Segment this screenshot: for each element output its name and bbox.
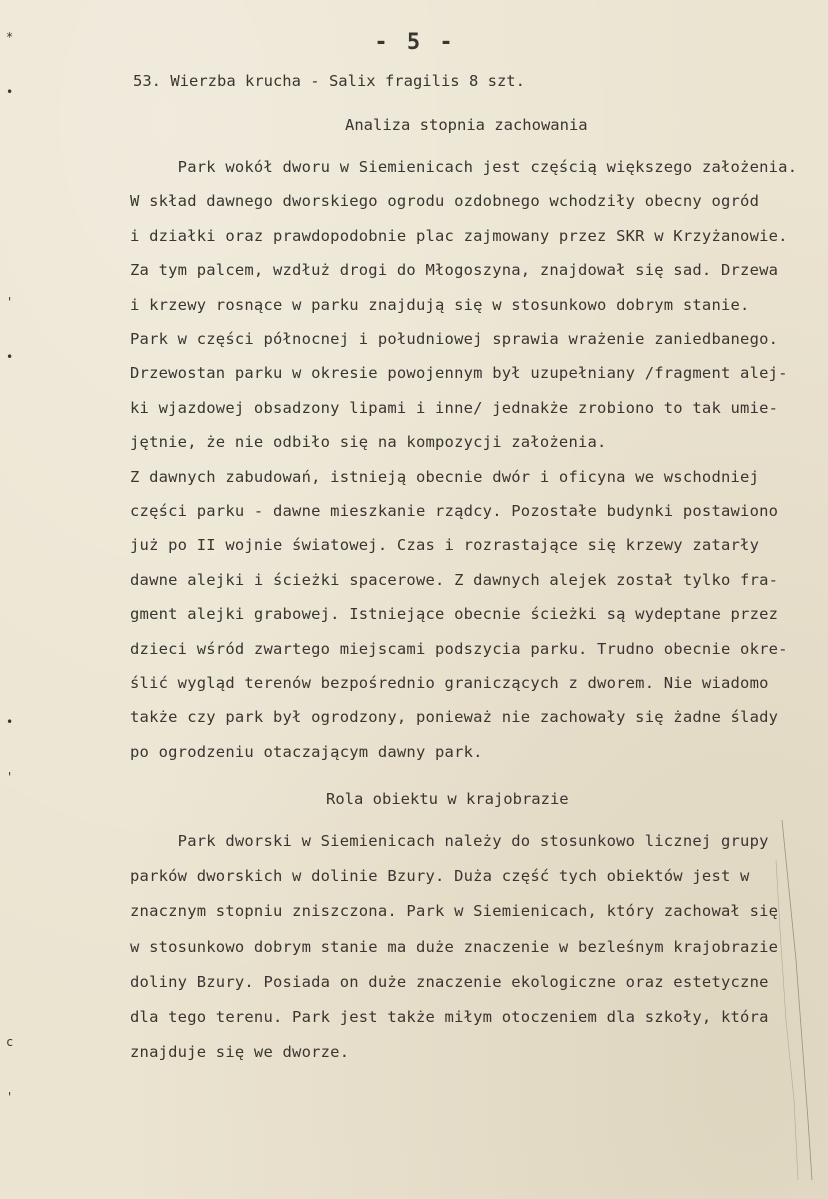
landscape-line-3: znacznym stopniu zniszczona. Park w Siemienicach, który zachował się [130, 902, 779, 921]
analysis-line-11: części parku - dawne mieszkanie rządcy. Pozostałe budynki postawiono [130, 502, 779, 520]
analysis-line-8: ki wjazdowej obsadzony lipami i inne/ jednakże zrobiono to tak umie- [130, 398, 779, 417]
landscape-line-1: Park dworski w Siemienicach należy do stosunkowo licznej grupy [130, 832, 769, 850]
landscape-line-6: dla tego terenu. Park jest także miłym otoczeniem dla szkoły, która [130, 1008, 769, 1026]
analysis-line-1: Park wokół dworu w Siemienicach jest częścią większego założenia. [130, 158, 798, 176]
landscape-line-5: doliny Bzury. Posiada on duże znaczenie ekologiczne oraz estetyczne [130, 972, 769, 991]
margin-mark: • [6, 85, 14, 99]
analysis-line-17: także czy park był ogrodzony, ponieważ nie zachowały się żadne ślady [130, 708, 779, 727]
analysis-line-6: Park w części północnej i południowej sprawia wrażenie zaniedbanego. [130, 330, 779, 348]
analysis-line-18: po ogrodzeniu otaczającym dawny park. [130, 742, 483, 761]
analysis-line-16: ślić wygląd terenów bezpośrednio graniczących z dworem. Nie wiadomo [130, 674, 769, 692]
analysis-line-10: Z dawnych zabudowań, istnieją obecnie dwór i oficyna we wschodniej [130, 467, 760, 486]
paper-crease-lines [774, 820, 814, 1180]
analysis-line-2: W skład dawnego dworskiego ogrodu ozdobnego wchodziły obecny ogród [130, 192, 760, 211]
section-title-analysis: Analiza stopnia zachowania [345, 116, 588, 134]
landscape-line-2: parków dworskich w dolinie Bzury. Duża część tych obiektów jest w [130, 867, 750, 886]
margin-mark: • [6, 715, 14, 729]
landscape-line-4: w stosunkowo dobrym stanie ma duże znaczenie w bezleśnym krajobrazie [130, 937, 779, 956]
section-title-landscape-role: Rola obiektu w krajobrazie [326, 790, 569, 808]
margin-mark: • [6, 350, 14, 364]
margin-mark: ' [6, 295, 14, 309]
margin-mark: ' [6, 1090, 14, 1104]
analysis-line-15: dzieci wśród zwartego miejscami podszycia parku. Trudno obecnie okre- [130, 639, 788, 658]
analysis-line-3: i działki oraz prawdopodobnie plac zajmowany przez SKR w Krzyżanowie. [130, 226, 788, 245]
margin-mark: c [6, 1035, 14, 1049]
analysis-line-5: i krzewy rosnące w parku znajdują się w stosunkowo dobrym stanie. [130, 295, 750, 314]
analysis-line-13: dawne alejki i ścieżki spacerowe. Z dawnych alejek został tylko fra- [130, 570, 779, 589]
analysis-line-12: już po II wojnie światowej. Czas i rozrastające się krzewy zatarły [130, 536, 760, 555]
analysis-line-7: Drzewostan parku w okresie powojennym był uzupełniany /fragment alej- [130, 364, 788, 383]
landscape-line-7: znajduje się we dworze. [130, 1043, 350, 1062]
margin-mark: * [6, 30, 14, 44]
analysis-line-14: gment alejki grabowej. Istniejące obecnie ścieżki są wydeptane przez [130, 605, 779, 624]
page-number: - 5 - [374, 30, 456, 55]
margin-mark: ' [6, 770, 14, 784]
list-item-53: 53. Wierzba krucha - Salix fragilis 8 szt. [133, 72, 525, 90]
analysis-line-4: Za tym palcem, wzdłuż drogi do Młogoszyna, znajdował się sad. Drzewa [130, 261, 779, 280]
analysis-line-9: jętnie, że nie odbiło się na kompozycji założenia. [130, 433, 607, 452]
